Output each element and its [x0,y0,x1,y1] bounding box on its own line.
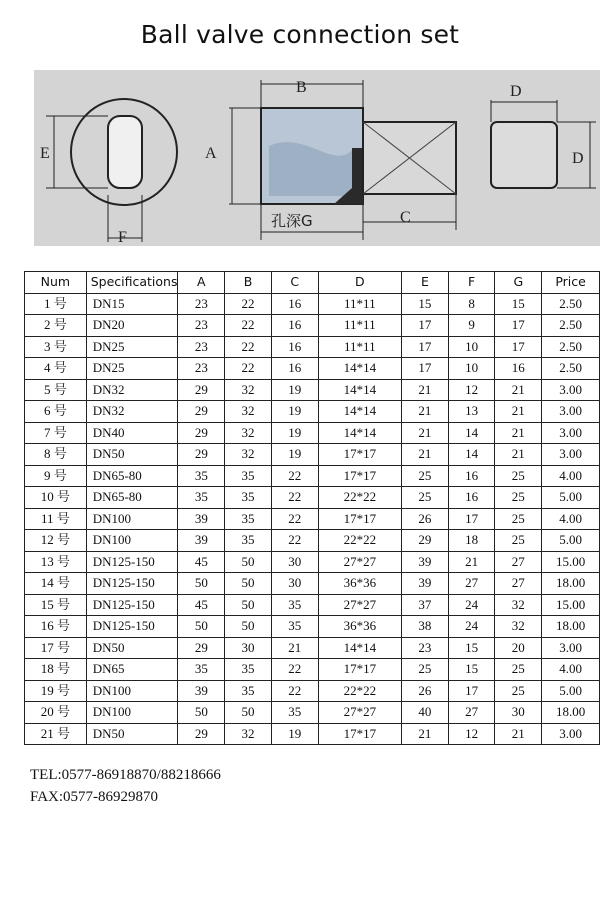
cell-b: 22 [225,293,272,315]
cell-d: 36*36 [318,573,402,595]
cell-a: 29 [178,379,225,401]
cell-price: 4.00 [542,465,600,487]
cell-num: 16 号 [25,616,87,638]
cell-price: 5.00 [542,487,600,509]
cell-a: 23 [178,358,225,380]
cell-f: 8 [448,293,495,315]
header-e: E [402,272,449,294]
cell-c: 16 [271,336,318,358]
label-D-side: D [572,150,584,167]
cell-d: 14*14 [318,401,402,423]
cell-num: 5 号 [25,379,87,401]
cell-f: 18 [448,530,495,552]
cell-f: 14 [448,444,495,466]
cell-b: 32 [225,723,272,745]
cell-specification: DN65 [86,659,178,681]
cell-g: 25 [495,487,542,509]
cell-e: 21 [402,379,449,401]
cell-specification: DN25 [86,358,178,380]
cell-specification: DN100 [86,702,178,724]
cell-c: 22 [271,487,318,509]
cell-e: 26 [402,508,449,530]
table-row [25,465,600,487]
cell-b: 32 [225,444,272,466]
cell-e: 21 [402,401,449,423]
header-d: D [318,272,402,294]
cell-num: 18 号 [25,659,87,681]
cell-g: 25 [495,680,542,702]
table-row [25,487,600,509]
header-num: Num [25,272,87,294]
header-c: C [271,272,318,294]
cell-num: 21 号 [25,723,87,745]
cell-num: 6 号 [25,401,87,423]
cell-b: 22 [225,358,272,380]
cell-d: 17*17 [318,465,402,487]
cell-b: 50 [225,616,272,638]
cell-c: 22 [271,680,318,702]
cell-num: 11 号 [25,508,87,530]
cell-specification: DN65-80 [86,487,178,509]
label-D-top: D [510,83,522,100]
table-row [25,616,600,638]
cell-g: 25 [495,530,542,552]
technical-drawing [34,70,600,246]
cell-specification: DN125-150 [86,594,178,616]
table-header-row [25,272,600,294]
cell-g: 25 [495,465,542,487]
cell-specification: DN32 [86,379,178,401]
cell-price: 2.50 [542,336,600,358]
cell-b: 35 [225,487,272,509]
cell-specification: DN32 [86,401,178,423]
cell-num: 3 号 [25,336,87,358]
cell-f: 24 [448,616,495,638]
cell-f: 10 [448,358,495,380]
table-row [25,594,600,616]
cell-price: 3.00 [542,444,600,466]
table-row [25,444,600,466]
table-row [25,573,600,595]
table-row [25,508,600,530]
cell-d: 17*17 [318,508,402,530]
cell-f: 27 [448,573,495,595]
cell-a: 23 [178,293,225,315]
cell-g: 25 [495,659,542,681]
label-F: F [118,229,127,246]
cell-g: 27 [495,573,542,595]
table-row [25,551,600,573]
cell-c: 30 [271,551,318,573]
cell-f: 16 [448,487,495,509]
cell-b: 35 [225,659,272,681]
cell-g: 21 [495,422,542,444]
table-body [25,293,600,745]
cell-c: 16 [271,315,318,337]
cell-a: 35 [178,659,225,681]
cell-a: 23 [178,315,225,337]
cell-c: 19 [271,444,318,466]
cell-d: 17*17 [318,723,402,745]
cell-a: 50 [178,573,225,595]
cell-b: 32 [225,422,272,444]
cell-f: 24 [448,594,495,616]
cell-f: 9 [448,315,495,337]
cell-price: 15.00 [542,594,600,616]
cell-e: 37 [402,594,449,616]
cell-e: 25 [402,465,449,487]
cell-a: 50 [178,702,225,724]
cell-e: 21 [402,422,449,444]
cell-d: 36*36 [318,616,402,638]
cell-a: 39 [178,680,225,702]
cell-a: 29 [178,422,225,444]
cell-specification: DN20 [86,315,178,337]
cell-f: 21 [448,551,495,573]
cell-num: 13 号 [25,551,87,573]
cell-specification: DN65-80 [86,465,178,487]
cell-c: 21 [271,637,318,659]
header-f: F [448,272,495,294]
cell-price: 3.00 [542,723,600,745]
cell-d: 11*11 [318,315,402,337]
cell-price: 2.50 [542,293,600,315]
cell-a: 50 [178,616,225,638]
cell-price: 4.00 [542,508,600,530]
cell-a: 35 [178,465,225,487]
cell-c: 35 [271,702,318,724]
cell-c: 16 [271,358,318,380]
cell-b: 35 [225,465,272,487]
cell-a: 39 [178,508,225,530]
cell-d: 27*27 [318,594,402,616]
cell-num: 17 号 [25,637,87,659]
cell-specification: DN100 [86,508,178,530]
cell-g: 15 [495,293,542,315]
cell-g: 32 [495,594,542,616]
cell-a: 45 [178,594,225,616]
header-g: G [495,272,542,294]
cell-d: 14*14 [318,422,402,444]
cell-num: 12 号 [25,530,87,552]
cell-price: 18.00 [542,702,600,724]
cell-num: 1 号 [25,293,87,315]
table-row [25,401,600,423]
spec-table [24,271,600,745]
cell-d: 14*14 [318,358,402,380]
cell-price: 3.00 [542,637,600,659]
cell-g: 21 [495,723,542,745]
cell-b: 22 [225,315,272,337]
cell-f: 27 [448,702,495,724]
cell-e: 17 [402,358,449,380]
cell-b: 30 [225,637,272,659]
cell-f: 16 [448,465,495,487]
fax-number: FAX:0577-86929870 [30,789,159,805]
cell-specification: DN50 [86,723,178,745]
table-row [25,702,600,724]
header-price: Price [542,272,600,294]
header-b: B [225,272,272,294]
cell-num: 8 号 [25,444,87,466]
table-row [25,358,600,380]
cell-num: 15 号 [25,594,87,616]
cell-f: 15 [448,659,495,681]
table-row [25,530,600,552]
cell-e: 21 [402,723,449,745]
cell-specification: DN40 [86,422,178,444]
cell-g: 21 [495,379,542,401]
table-row [25,659,600,681]
label-B: B [296,79,307,96]
telephone: TEL:0577-86918870/88218666 [30,767,221,783]
cell-g: 20 [495,637,542,659]
cell-b: 32 [225,379,272,401]
cell-price: 4.00 [542,659,600,681]
cell-a: 45 [178,551,225,573]
cell-specification: DN25 [86,336,178,358]
table-row [25,422,600,444]
cell-b: 35 [225,508,272,530]
cell-price: 3.00 [542,379,600,401]
cell-e: 39 [402,573,449,595]
header-a: A [178,272,225,294]
cell-e: 15 [402,293,449,315]
cell-b: 35 [225,680,272,702]
label-hole-depth: 孔深G [271,212,313,230]
label-E: E [40,145,50,162]
cell-e: 39 [402,551,449,573]
cell-g: 21 [495,401,542,423]
cell-c: 35 [271,616,318,638]
cell-g: 16 [495,358,542,380]
cell-g: 21 [495,444,542,466]
cell-d: 22*22 [318,487,402,509]
cell-price: 15.00 [542,551,600,573]
cell-e: 25 [402,659,449,681]
cell-e: 26 [402,680,449,702]
cell-e: 29 [402,530,449,552]
cell-c: 19 [271,422,318,444]
cell-e: 38 [402,616,449,638]
cell-e: 17 [402,336,449,358]
cell-b: 50 [225,594,272,616]
table-row [25,637,600,659]
cell-a: 23 [178,336,225,358]
cell-price: 2.50 [542,315,600,337]
cell-num: 7 号 [25,422,87,444]
cell-e: 23 [402,637,449,659]
cell-d: 14*14 [318,379,402,401]
cell-d: 14*14 [318,637,402,659]
cell-a: 29 [178,401,225,423]
cell-specification: DN125-150 [86,551,178,573]
cell-specification: DN125-150 [86,616,178,638]
cell-f: 12 [448,379,495,401]
table-row [25,293,600,315]
cell-f: 17 [448,680,495,702]
cell-b: 50 [225,702,272,724]
cell-a: 29 [178,444,225,466]
cell-specification: DN125-150 [86,573,178,595]
cell-specification: DN15 [86,293,178,315]
cell-c: 30 [271,573,318,595]
cell-f: 12 [448,723,495,745]
cell-b: 32 [225,401,272,423]
cell-c: 19 [271,401,318,423]
cell-d: 22*22 [318,530,402,552]
cell-c: 22 [271,530,318,552]
cell-c: 19 [271,379,318,401]
cell-price: 18.00 [542,616,600,638]
cell-c: 19 [271,723,318,745]
cell-num: 2 号 [25,315,87,337]
cell-e: 17 [402,315,449,337]
cell-num: 4 号 [25,358,87,380]
cell-num: 19 号 [25,680,87,702]
cell-specification: DN100 [86,530,178,552]
cell-price: 3.00 [542,422,600,444]
cell-a: 29 [178,637,225,659]
label-C: C [400,209,411,226]
cell-g: 17 [495,336,542,358]
cell-g: 27 [495,551,542,573]
cell-b: 50 [225,551,272,573]
cell-f: 10 [448,336,495,358]
table-row [25,315,600,337]
cell-f: 14 [448,422,495,444]
cell-g: 25 [495,508,542,530]
cell-a: 35 [178,487,225,509]
cell-d: 17*17 [318,444,402,466]
cell-g: 17 [495,315,542,337]
cell-specification: DN50 [86,444,178,466]
page-title: Ball valve connection set [140,20,460,49]
cell-c: 22 [271,465,318,487]
cell-a: 39 [178,530,225,552]
cell-d: 17*17 [318,659,402,681]
cell-specification: DN100 [86,680,178,702]
cell-d: 27*27 [318,551,402,573]
cell-num: 10 号 [25,487,87,509]
cell-f: 15 [448,637,495,659]
cell-price: 3.00 [542,401,600,423]
cell-e: 21 [402,444,449,466]
cell-price: 5.00 [542,680,600,702]
cell-a: 29 [178,723,225,745]
cell-c: 22 [271,508,318,530]
table-row [25,723,600,745]
cell-f: 13 [448,401,495,423]
cell-num: 9 号 [25,465,87,487]
cell-d: 11*11 [318,293,402,315]
table-row [25,379,600,401]
cell-g: 32 [495,616,542,638]
cell-d: 27*27 [318,702,402,724]
cell-e: 25 [402,487,449,509]
header-specifications: Specifications [86,272,178,294]
label-A: A [205,145,217,162]
cell-c: 22 [271,659,318,681]
cell-c: 35 [271,594,318,616]
cell-b: 22 [225,336,272,358]
cell-d: 11*11 [318,336,402,358]
table-row [25,680,600,702]
cell-price: 18.00 [542,573,600,595]
cell-num: 20 号 [25,702,87,724]
table-row [25,336,600,358]
cell-g: 30 [495,702,542,724]
cell-specification: DN50 [86,637,178,659]
cell-price: 2.50 [542,358,600,380]
cell-f: 17 [448,508,495,530]
cell-b: 35 [225,530,272,552]
cell-num: 14 号 [25,573,87,595]
cell-c: 16 [271,293,318,315]
cell-b: 50 [225,573,272,595]
cell-price: 5.00 [542,530,600,552]
cell-d: 22*22 [318,680,402,702]
cell-e: 40 [402,702,449,724]
